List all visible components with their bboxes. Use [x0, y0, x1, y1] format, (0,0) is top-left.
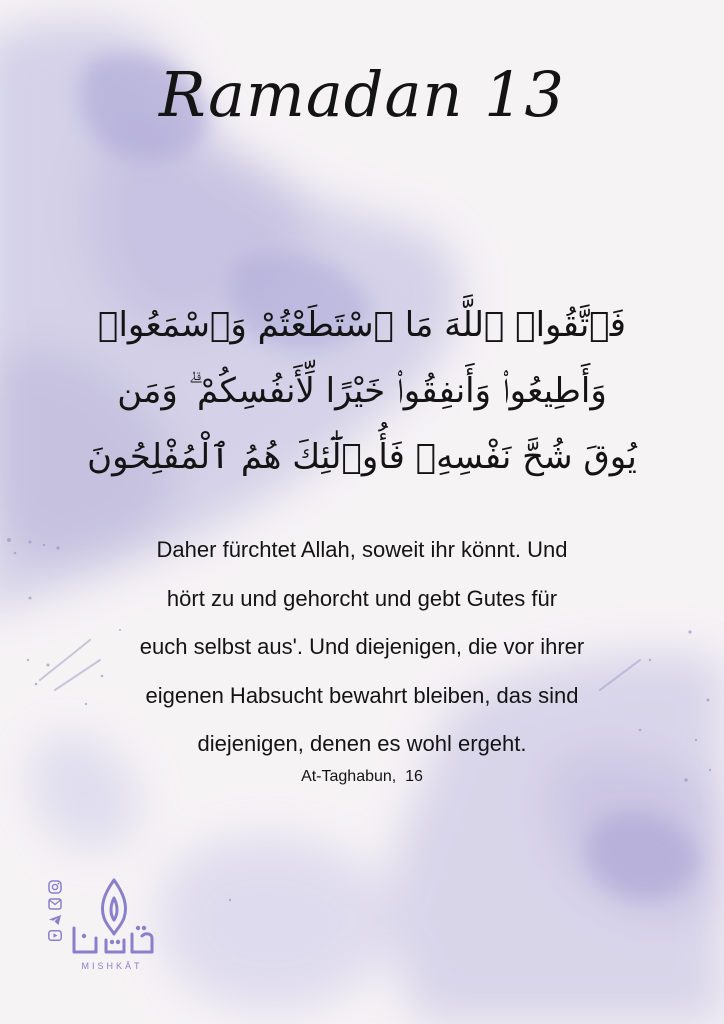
translation-line: hört zu und gehorcht und gebt Gutes für: [166, 585, 558, 611]
instagram-icon[interactable]: [48, 880, 62, 894]
quran-verse-arabic: [60, 292, 664, 490]
mishkat-logo: [66, 876, 162, 960]
email-icon[interactable]: [48, 898, 62, 910]
page-title: Ramadan 13: [158, 58, 565, 131]
translation-line: Daher fürchtet Allah, soweit ihr könnt. Und: [156, 537, 568, 562]
arabic-line: وَأَطِيعُوا۟ وَأَنفِقُوا۟ خَيْرًا لِّأَنفُسِكُمْ ۗ وَمَن: [117, 371, 607, 411]
translation-line: eigenen Habsucht bewahrt bleiben, das sind: [145, 682, 579, 708]
verse-reference: At-Taghabun, 16: [301, 768, 423, 785]
brand-name: MISHKĀT: [81, 961, 143, 971]
translation-line: euch selbst aus'. Und diejenigen, die vor ihrer: [139, 634, 585, 659]
social-icons: [48, 880, 64, 945]
arabic-line: يُوقَ شُحَّ نَفْسِهِۦ فَأُو۟لَٰٓئِكَ هُمُ ٱلْمُفْلِحُونَ: [87, 437, 637, 477]
translation-line: diejenigen, denen es wohl ergeht.: [197, 731, 527, 756]
telegram-icon[interactable]: [48, 914, 62, 926]
youtube-icon[interactable]: [48, 930, 62, 941]
arabic-line: فَٱتَّقُوا۟ ٱللَّهَ مَا ٱسْتَطَعْتُمْ وَٱسْمَعُوا۟: [98, 305, 626, 345]
verse-translation: [60, 526, 664, 769]
